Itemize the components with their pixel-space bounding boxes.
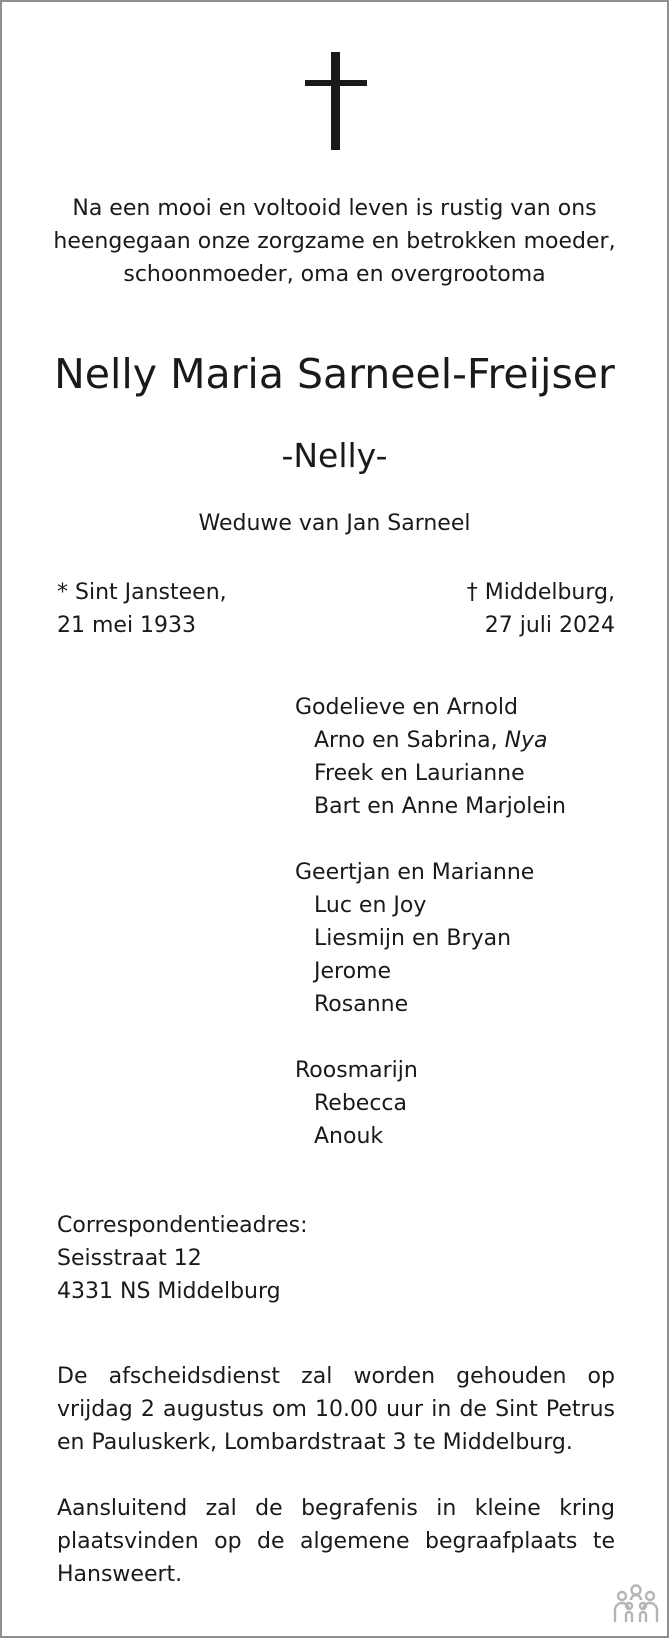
family-child: Freek en Laurianne <box>314 761 525 786</box>
death-date: 27 juli 2024 <box>484 613 615 638</box>
family-parent: Godelieve en Arnold <box>295 695 518 720</box>
correspondence-address <box>57 1209 308 1308</box>
cross-icon <box>305 52 367 150</box>
birth-info <box>57 576 227 642</box>
intro-line: Na een mooi en voltooid leven is rustig van ons <box>72 196 597 221</box>
death-info <box>467 576 615 642</box>
widow-of: Weduwe van Jan Sarneel <box>198 511 471 536</box>
family-child: Anouk <box>314 1124 384 1149</box>
death-place: † Middelburg, <box>466 580 615 605</box>
family-group <box>295 1054 566 1153</box>
family-list <box>295 691 566 1186</box>
birth-date: 21 mei 1933 <box>57 613 197 638</box>
deceased-name: Nelly Maria Sarneel-Freijser <box>54 350 615 398</box>
family-child: Rosanne <box>314 992 409 1017</box>
family-parent: Geertjan en Marianne <box>295 860 535 885</box>
intro-line: heengegaan onze zorgzame en betrokken moeder, <box>53 229 616 254</box>
family-group <box>295 691 566 823</box>
address-label: Correspondentieadres: <box>57 1213 308 1238</box>
birth-place: * Sint Jansteen, <box>57 580 227 605</box>
intro-text <box>2 192 667 291</box>
intro-line: schoonmoeder, oma en overgrootoma <box>123 262 546 287</box>
family-child: Liesmijn en Bryan <box>314 926 512 951</box>
family-child: Rebecca <box>314 1091 408 1116</box>
family-group <box>295 856 566 1021</box>
address-street: Seisstraat 12 <box>57 1246 202 1271</box>
family-child: Bart en Anne Marjolein <box>314 794 566 819</box>
family-parent: Roosmarijn <box>295 1058 418 1083</box>
great-grandchild: Nya <box>504 728 548 753</box>
family-child: Luc en Joy <box>314 893 427 918</box>
address-city: 4331 NS Middelburg <box>57 1279 281 1304</box>
family-logo-icon <box>612 1582 660 1624</box>
family-child: Arno en Sabrina, Nya <box>314 728 548 753</box>
burial-paragraph: Aansluitend zal de begrafenis in kleine kring plaatsvinden op de algemene begraafplaats te Hansweert. <box>57 1496 615 1587</box>
family-child: Jerome <box>314 959 392 984</box>
service-paragraph: De afscheidsdienst zal worden gehouden op vrijdag 2 augustus om 10.00 uur in de Sint Petrus en Pauluskerk, Lombardstraat 3 te Middelburg. <box>57 1364 615 1455</box>
nickname: -Nelly- <box>281 436 388 475</box>
